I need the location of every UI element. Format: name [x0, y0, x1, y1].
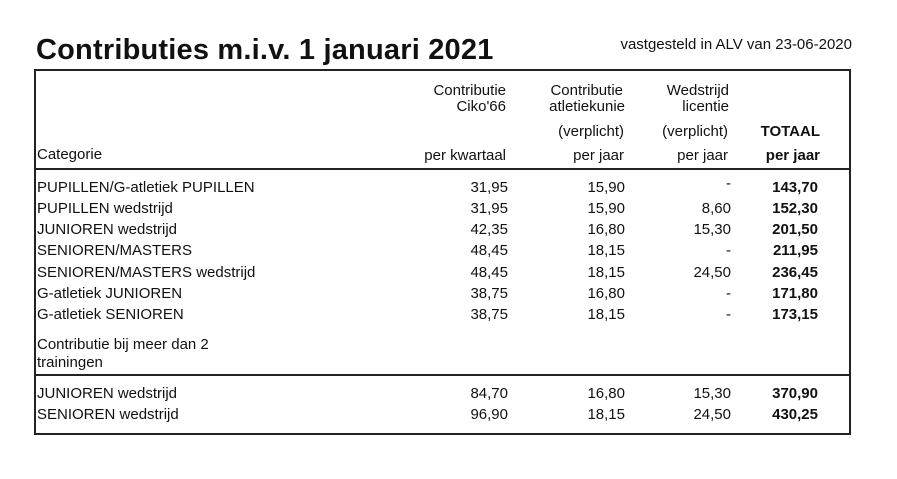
row-license-fee: -: [726, 175, 731, 192]
col3-header-line2: licentie: [682, 98, 729, 115]
row-ciko-fee: 48,45: [470, 242, 508, 259]
table-row: [0, 264, 897, 285]
row-category: G-atletiek JUNIOREN: [37, 285, 183, 302]
row-category: JUNIOREN wedstrijd: [37, 221, 178, 238]
row-au-fee: 15,90: [587, 200, 625, 217]
row-total: 430,25: [772, 406, 818, 423]
row-au-fee: 18,15: [587, 406, 625, 423]
total-header: TOTAAL: [760, 123, 820, 140]
row-ciko-fee: 38,75: [470, 306, 508, 323]
row-license-fee: 15,30: [693, 221, 731, 238]
table-row: [0, 200, 897, 221]
col3-unit: per jaar: [677, 147, 728, 164]
row-total: 370,90: [772, 385, 818, 402]
col3-required-note: (verplicht): [662, 123, 728, 140]
table-row: [0, 242, 897, 263]
row-total: 171,80: [772, 285, 818, 302]
row-ciko-fee: 48,45: [470, 264, 508, 281]
table-row: [0, 385, 897, 406]
row-category: PUPILLEN/G-atletiek PUPILLEN: [37, 179, 255, 196]
row-category: JUNIOREN wedstrijd: [37, 385, 178, 402]
row-ciko-fee: 38,75: [470, 285, 508, 302]
col2-header-line1: Contributie: [550, 82, 623, 99]
row-total: 173,15: [772, 306, 818, 323]
col2-required-note: (verplicht): [558, 123, 624, 140]
section-divider: [34, 374, 851, 376]
row-ciko-fee: 31,95: [470, 200, 508, 217]
row-au-fee: 16,80: [587, 385, 625, 402]
row-au-fee: 18,15: [587, 264, 625, 281]
row-total: 201,50: [772, 221, 818, 238]
extra-section-label-line2: trainingen: [37, 354, 103, 371]
row-license-fee: -: [726, 242, 731, 259]
row-category: SENIOREN wedstrijd: [37, 406, 179, 423]
row-category: G-atletiek SENIOREN: [37, 306, 184, 323]
row-license-fee: -: [726, 306, 731, 323]
row-au-fee: 16,80: [587, 285, 625, 302]
row-license-fee: -: [726, 285, 731, 302]
col1-header-line2: Ciko'66: [456, 98, 506, 115]
category-header: Categorie: [37, 146, 103, 163]
row-license-fee: 8,60: [701, 200, 731, 217]
col2-header-line2: atletiekunie: [549, 98, 625, 115]
total-unit: per jaar: [765, 147, 820, 164]
row-total: 143,70: [772, 179, 818, 196]
established-note: vastgesteld in ALV van 23-06-2020: [620, 36, 852, 53]
row-license-fee: 15,30: [693, 385, 731, 402]
row-au-fee: 15,90: [587, 179, 625, 196]
table-row: [0, 285, 897, 306]
header-divider: [34, 168, 851, 170]
col1-unit: per kwartaal: [424, 147, 506, 164]
row-category: PUPILLEN wedstrijd: [37, 200, 173, 217]
row-total: 236,45: [772, 264, 818, 281]
row-category: SENIOREN/MASTERS: [37, 242, 193, 259]
row-ciko-fee: 42,35: [470, 221, 508, 238]
row-au-fee: 16,80: [587, 221, 625, 238]
row-category: SENIOREN/MASTERS wedstrijd: [37, 264, 256, 281]
row-license-fee: 24,50: [693, 406, 731, 423]
table-row: [0, 175, 897, 200]
row-au-fee: 18,15: [587, 306, 625, 323]
row-total: 152,30: [772, 200, 818, 217]
row-ciko-fee: 31,95: [470, 179, 508, 196]
row-ciko-fee: 96,90: [470, 406, 508, 423]
row-au-fee: 18,15: [587, 242, 625, 259]
row-ciko-fee: 84,70: [470, 385, 508, 402]
table-row: [0, 306, 897, 327]
row-license-fee: 24,50: [693, 264, 731, 281]
table-row: [0, 221, 897, 242]
extra-section-label-line1: Contributie bij meer dan 2: [37, 336, 209, 353]
col3-header-line1: Wedstrijd: [666, 82, 729, 99]
row-total: 211,95: [772, 242, 818, 259]
col2-unit: per jaar: [573, 147, 624, 164]
page-title: Contributies m.i.v. 1 januari 2021: [36, 34, 494, 66]
table-row: [0, 406, 897, 427]
col1-header-line1: Contributie: [433, 82, 506, 99]
